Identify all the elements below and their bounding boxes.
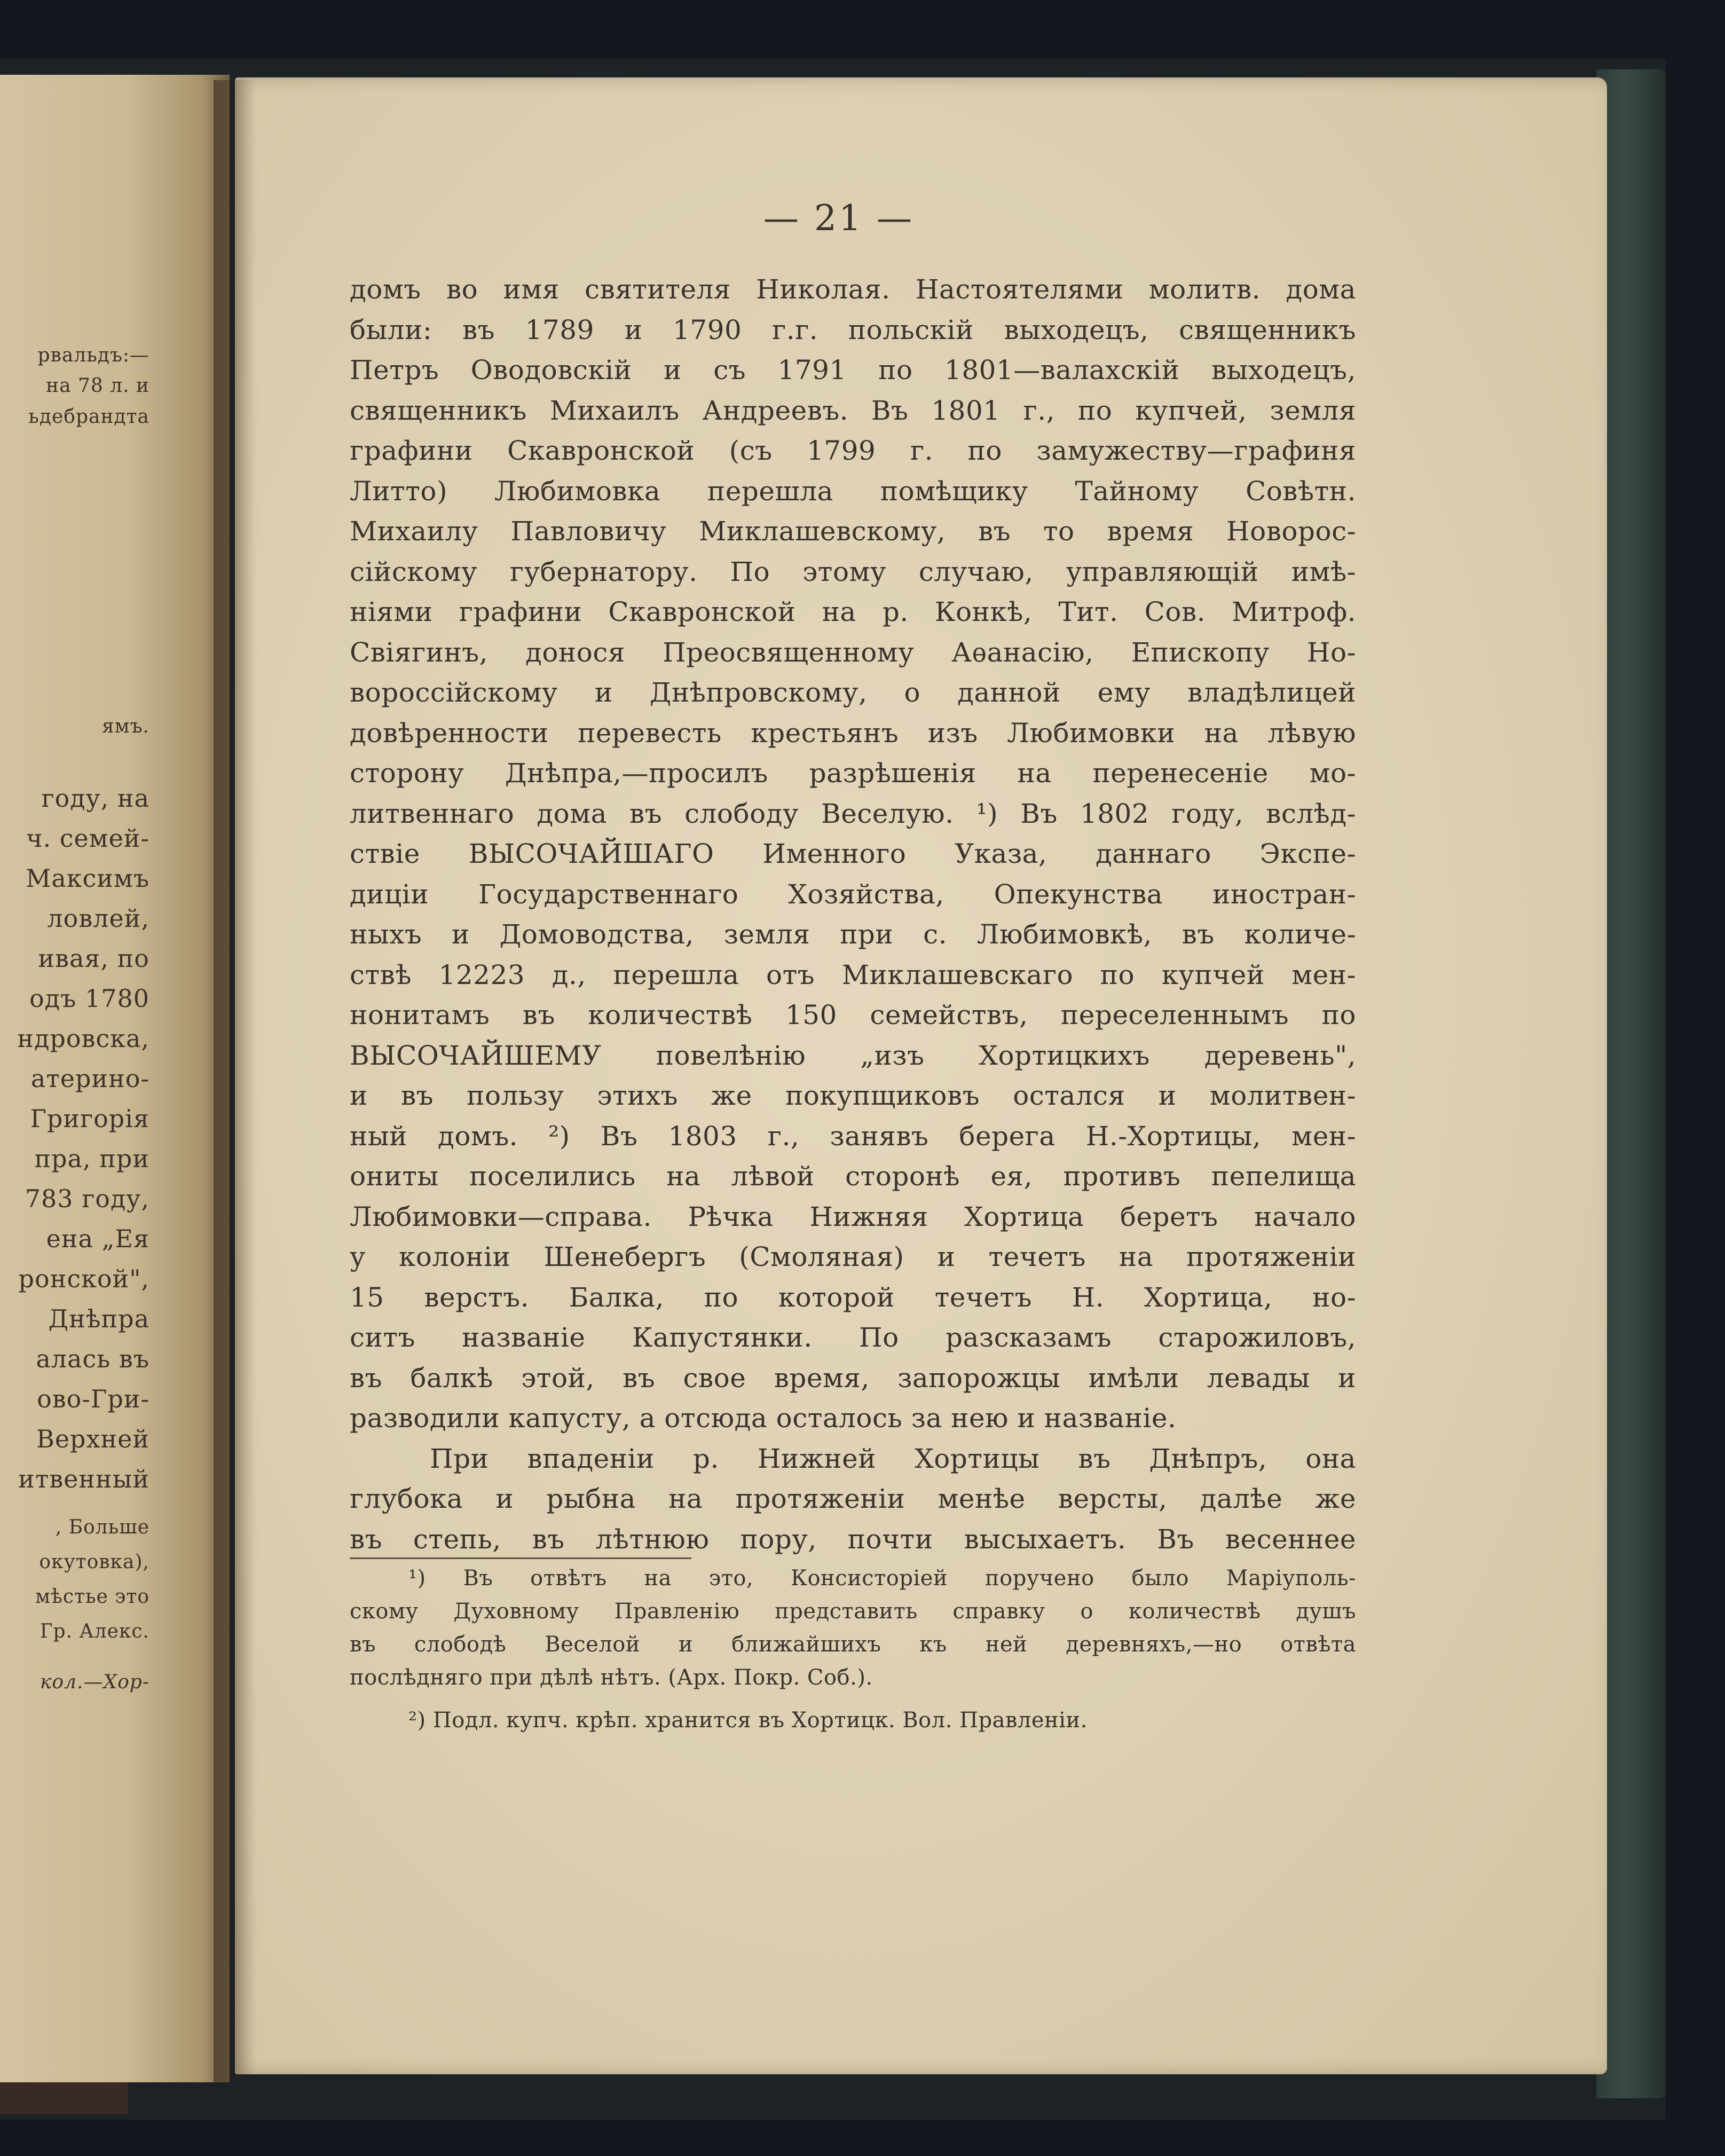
left-page-line: пра, при [34,1144,149,1173]
left-page-line: на 78 л. и [46,375,149,397]
left-page-line: ямъ. [101,715,149,737]
left-page-line: Днѣпра [48,1304,149,1333]
left-page-line: ловлей, [47,904,149,933]
left-page-line: ивая, по [38,944,149,973]
footnote-line: ²) Подл. купч. крѣп. хранится въ Хортицк. Вол. Правленіи. [408,1708,1088,1733]
page-gutter-shadow [214,80,256,2082]
left-page-line: ьдебрандта [28,406,149,428]
text-line: домъ во имя святителя Николая. Настоятелями молитв. дома [350,274,1356,305]
text-line: въ степь, въ лѣтнюю пору, почти высыхаетъ. Въ весеннее [350,1523,1356,1555]
text-line: священникъ Михаилъ Андреевъ. Въ 1801 г., по купчей, земля [350,395,1356,426]
text-line: вороссійскому и Днѣпровскому, о данной ему владѣлицей [350,677,1356,708]
text-line: сторону Днѣпра,—просилъ разрѣшенія на перенесеніе мо- [350,758,1356,789]
text-line: литвеннаго дома въ слободу Веселую. ¹) Въ 1802 году, вслѣд- [350,798,1356,829]
text-line: и въ пользу этихъ же покупщиковъ остался и молитвен- [350,1080,1356,1111]
text-line: Литто) Любимовка перешла помѣщику Тайному Совѣтн. [350,475,1356,507]
text-line: въ балкѣ этой, въ свое время, запорожцы имѣли левады и [350,1362,1356,1394]
left-page-line: ндровска, [17,1024,149,1053]
left-page-line: 783 году, [25,1184,149,1213]
text-line: разводили капусту, а отсюда осталось за нею и названіе. [350,1403,1177,1434]
left-page-line: одъ 1780 [29,984,149,1013]
left-page-line: Григорія [30,1104,149,1133]
left-page-line: Гр. Алекс. [40,1620,149,1642]
text-line: ситъ названіе Капустянки. По разсказамъ старожиловъ, [350,1322,1356,1353]
text-line: ный домъ. ²) Въ 1803 г., занявъ берега Н.-Хортицы, мен- [350,1120,1356,1152]
text-line: диціи Государственнаго Хозяйства, Опекунства иностран- [350,878,1356,910]
text-line: ніями графини Скавронской на р. Конкѣ, Тит. Сов. Митроф. [350,596,1356,627]
text-line: Петръ Оводовскій и съ 1791 по 1801—валахскій выходецъ, [350,355,1356,385]
left-page-line: ронской", [18,1264,149,1293]
left-page-line: ч. семей- [26,824,149,853]
left-page-line: году, на [41,784,149,813]
left-page-line: кол.—Хор- [40,1671,149,1693]
left-page-line: атерино- [30,1064,149,1093]
text-line: Михаилу Павловичу Миклашевскому, въ то время Новорос- [350,516,1356,547]
text-line: нонитамъ въ количествѣ 150 семействъ, переселеннымъ по [350,1000,1356,1030]
footnote-divider [350,1557,691,1559]
footnotes [350,1562,1356,1737]
footnote-line: послѣдняго при дѣлѣ нѣтъ. (Арх. Покр. Соб.). [350,1665,873,1690]
left-page-line: рвальдъ:— [37,344,149,366]
left-page-line: , Больше [55,1516,149,1538]
text-line: довѣренности перевесть крестьянъ изъ Любимовки на лѣвую [350,717,1356,749]
text-line: ствіе ВЫСОЧАЙШАГО Именного Указа, даннаго Экспе- [350,838,1356,869]
text-line: При впаденіи р. Нижней Хортицы въ Днѣпръ, она [430,1443,1356,1474]
text-line: были: въ 1789 и 1790 г.г. польскій выходецъ, священникъ [350,314,1356,345]
footnote-line: скому Духовному Правленію представить справку о количествѣ душъ [350,1599,1356,1624]
left-page-line: Верхней [36,1425,149,1453]
left-facing-page [0,75,230,2082]
left-page-line: ена „Ея [46,1224,149,1253]
left-page-line: Максимъ [26,864,149,893]
text-line: графини Скавронской (съ 1799 г. по замужеству—графиня [350,435,1356,466]
left-page-line: окутовка), [39,1551,149,1573]
text-line: ВЫСОЧАЙШЕМУ повелѣнію „изъ Хортицкихъ деревень", [350,1040,1356,1071]
text-line: ствѣ 12223 д., перешла отъ Миклашевскаго по купчей мен- [350,959,1356,990]
footnote-line: въ слободѣ Веселой и ближайшихъ къ ней деревняхъ,—но отвѣта [350,1632,1356,1657]
text-line: сійскому губернатору. По этому случаю, управляющій имѣ- [350,556,1356,587]
left-page-line: ово-Гри- [37,1384,149,1413]
left-page-line: алась въ [36,1344,149,1373]
text-line: глубока и рыбна на протяженіи менѣе версты, далѣе же [350,1483,1356,1514]
left-page-line: итвенный [18,1465,149,1493]
body-text [350,270,1356,1560]
footnote-line: ¹) Въ отвѣтъ на это, Консисторіей поручено было Маріуполь- [408,1566,1356,1591]
text-line: у колоніи Шенебергъ (Смоляная) и течетъ на протяженіи [350,1241,1356,1272]
text-line: ныхъ и Домоводства, земля при с. Любимовкѣ, въ количе- [350,919,1356,950]
left-page-line: мѣстье это [35,1586,149,1608]
page-number: — 21 — [763,198,914,239]
text-line: Любимовки—справа. Рѣчка Нижняя Хортица беретъ начало [350,1201,1356,1232]
text-line: Свіягинъ, донося Преосвященному Аѳанасію, Епископу Но- [350,636,1356,668]
text-line: 15 верстъ. Балка, по которой течетъ Н. Хортица, но- [350,1281,1356,1313]
text-line: ониты поселились на лѣвой сторонѣ ея, противъ пепелища [350,1161,1356,1192]
